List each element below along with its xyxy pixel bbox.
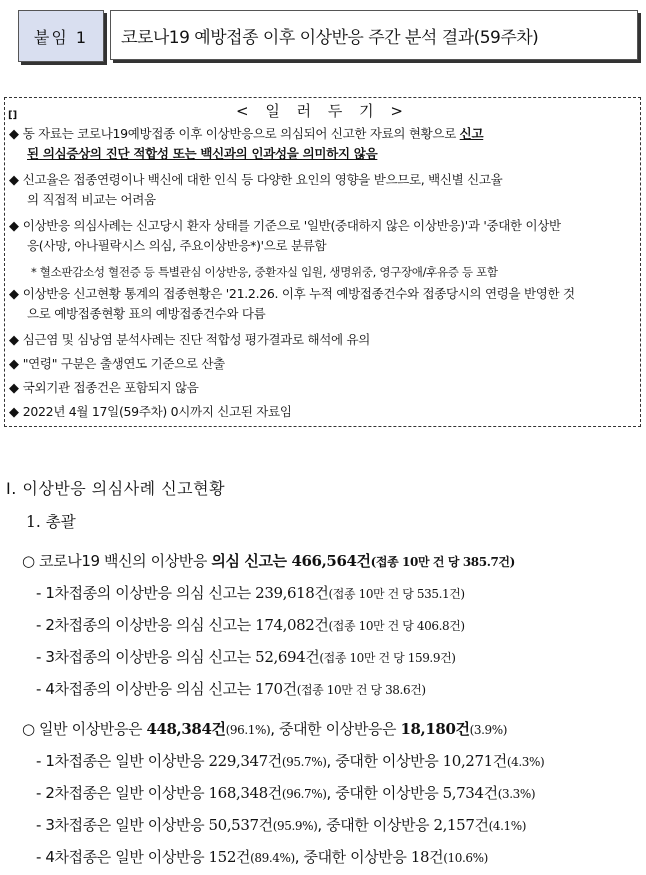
- severity-line-2: - 2차접종은 일반 이상반응 168,348건(96.7%), 중대한 이상반응 5,734건(3.3%): [36, 784, 536, 802]
- dose-line-4: - 4차접종의 이상반응 의심 신고는 170건(접종 10만 건 당 38.6건): [36, 680, 426, 698]
- notes-bracket: []: [8, 110, 18, 121]
- note-line-1: ◆ 동 자료는 코로나19예방접종 이후 이상반응으로 의심되어 신고한 자료의 현황으로 신고: [9, 126, 484, 142]
- note-line-2b: 의 직접적 비교는 어려움: [27, 192, 156, 207]
- diamond-icon: ◆: [9, 333, 19, 348]
- diamond-icon: ◆: [9, 357, 19, 372]
- total-report-line: ○ 코로나19 백신의 이상반응 의심 신고는 466,564건(접종 10만 건 당 385.7건): [22, 552, 515, 570]
- severity-line-3: - 3차접종은 일반 이상반응 50,537건(95.9%), 중대한 이상반응 2,157건(4.1%): [36, 816, 527, 834]
- note-line-7: ◆ 국외기관 접종건은 포함되지 않음: [9, 380, 199, 396]
- note-footnote: * 혈소판감소성 혈전증 등 특별관심 이상반응, 중환자실 입원, 생명위중, 영구장애/후유증 등 포함: [31, 265, 498, 279]
- attachment-tag: 붙임 1: [18, 10, 104, 62]
- diamond-icon: ◆: [9, 173, 19, 188]
- note-line-8: ◆ 2022년 4월 17일(59주차) 0시까지 신고된 자료임: [9, 404, 292, 420]
- note-line-1b: 된 의심증상의 진단 적합성 또는 백신과의 인과성을 의미하지 않음: [27, 146, 378, 161]
- note-line-6: ◆ "연령" 구분은 출생연도 기준으로 산출: [9, 356, 225, 372]
- note-line-3: ◆ 이상반응 의심사례는 신고당시 환자 상태를 기준으로 '일반(중대하지 않은 이상반응)'과 '중대한 이상반: [9, 218, 561, 234]
- severity-line-1: - 1차접종은 일반 이상반응 229,347건(95.7%), 중대한 이상반응 10,271건(4.3%): [36, 752, 545, 770]
- diamond-icon: ◆: [9, 405, 19, 420]
- notes-box: [4, 97, 641, 427]
- dose-line-3: - 3차접종의 이상반응 의심 신고는 52,694건(접종 10만 건 당 159.9건): [36, 648, 456, 666]
- severity-summary-line: ○ 일반 이상반응은 448,384건(96.1%), 중대한 이상반응은 18,180건(3.9%): [22, 720, 508, 738]
- note-line-4b: 으로 예방접종현황 표의 예방접종건수와 다름: [27, 306, 266, 321]
- diamond-icon: ◆: [9, 287, 19, 302]
- note-line-3b: 응(사망, 아나필락시스 의심, 주요이상반응*)'으로 분류함: [27, 238, 327, 253]
- diamond-icon: ◆: [9, 381, 19, 396]
- note-line-4: ◆ 이상반응 신고현황 통계의 접종현황은 '21.2.26. 이후 누적 예방접종건수와 접종당시의 연령을 반영한 것: [9, 286, 575, 302]
- notes-title: < 일 러 두 기 >: [236, 102, 409, 120]
- diamond-icon: ◆: [9, 219, 19, 234]
- severity-line-4: - 4차접종은 일반 이상반응 152건(89.4%), 중대한 이상반응 18건(10.6%): [36, 848, 488, 866]
- note-line-2: ◆ 신고율은 접종연령이나 백신에 대한 인식 등 다양한 요인의 영향을 받으므로, 백신별 신고율: [9, 172, 503, 188]
- section-title: Ⅰ. 이상반응 의심사례 신고현황: [6, 479, 226, 498]
- section-subtitle: 1. 총괄: [26, 513, 76, 531]
- dose-line-1: - 1차접종의 이상반응 의심 신고는 239,618건(접종 10만 건 당 535.1건): [36, 584, 465, 602]
- report-title: 코로나19 예방접종 이후 이상반응 주간 분석 결과(59주차): [110, 10, 638, 60]
- page-header: [4, 10, 644, 70]
- diamond-icon: ◆: [9, 127, 19, 142]
- dose-line-2: - 2차접종의 이상반응 의심 신고는 174,082건(접종 10만 건 당 406.8건): [36, 616, 465, 634]
- note-line-5: ◆ 심근염 및 심낭염 분석사례는 진단 적합성 평가결과로 해석에 유의: [9, 332, 371, 348]
